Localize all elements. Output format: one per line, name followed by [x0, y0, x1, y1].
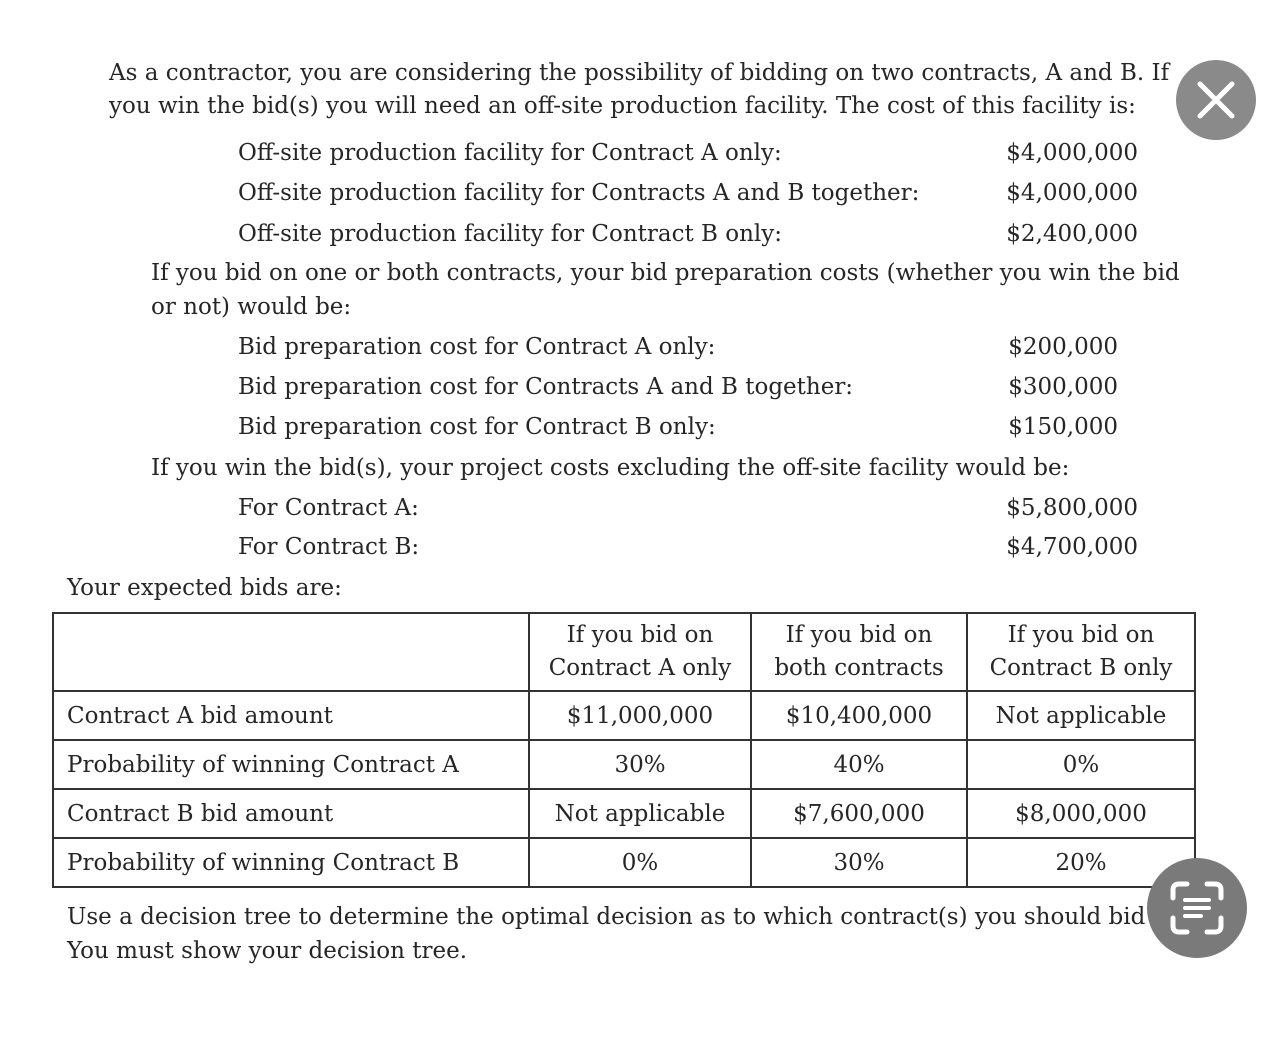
- facility-label-a: Off-site production facility for Contract A only:: [238, 140, 782, 166]
- table-header-empty: [53, 613, 529, 691]
- instruction-line-2: You must show your decision tree.: [67, 938, 468, 964]
- header-line: Contract A only: [548, 655, 732, 681]
- project-costs-intro: If you win the bid(s), your project costs excluding the off-site facility would be:: [151, 455, 1070, 481]
- facility-label-ab: Off-site production facility for Contracts A and B together:: [238, 180, 920, 206]
- text-scan-icon: [1169, 880, 1225, 936]
- table-cell: $8,000,000: [967, 789, 1195, 838]
- header-line: Contract B only: [989, 655, 1173, 681]
- table-cell: $11,000,000: [529, 691, 751, 740]
- row-label: Probability of winning Contract B: [53, 838, 529, 887]
- table-cell: 0%: [967, 740, 1195, 789]
- table-row: [53, 789, 1195, 838]
- table-cell: Not applicable: [967, 691, 1195, 740]
- row-label: Contract A bid amount: [53, 691, 529, 740]
- row-label: Contract B bid amount: [53, 789, 529, 838]
- table-cell: 0%: [529, 838, 751, 887]
- expected-bids-table: [52, 612, 1196, 888]
- project-label-a: For Contract A:: [238, 495, 419, 521]
- table-header-a-only: [529, 613, 751, 691]
- bid-prep-label-b: Bid preparation cost for Contract B only:: [238, 414, 716, 440]
- table-header-row: [53, 613, 1195, 691]
- facility-amount-a: $4,000,000: [1006, 140, 1138, 166]
- bid-prep-intro-line-2: or not) would be:: [151, 294, 352, 320]
- close-button[interactable]: [1176, 60, 1256, 140]
- bid-prep-amount-b: $150,000: [1008, 414, 1118, 440]
- table-cell: Not applicable: [529, 789, 751, 838]
- row-label: Probability of winning Contract A: [53, 740, 529, 789]
- table-cell: 40%: [751, 740, 967, 789]
- instruction-line-1: Use a decision tree to determine the optimal decision as to which contract(s) you should bid: [67, 904, 1146, 930]
- bid-prep-label-a: Bid preparation cost for Contract A only:: [238, 334, 716, 360]
- close-icon: [1196, 80, 1236, 120]
- table-header-b-only: [967, 613, 1195, 691]
- text-scan-button[interactable]: [1147, 858, 1247, 958]
- table-cell: $10,400,000: [751, 691, 967, 740]
- table-cell: 30%: [751, 838, 967, 887]
- bid-prep-amount-a: $200,000: [1008, 334, 1118, 360]
- header-line: If you bid on: [1007, 622, 1155, 648]
- facility-label-b: Off-site production facility for Contract B only:: [238, 221, 783, 247]
- intro-line-2: you win the bid(s) you will need an off-site production facility. The cost of this facility is:: [109, 93, 1136, 119]
- header-line: If you bid on: [785, 622, 933, 648]
- bid-prep-label-ab: Bid preparation cost for Contracts A and B together:: [238, 374, 854, 400]
- header-line: If you bid on: [566, 622, 714, 648]
- table-row: [53, 691, 1195, 740]
- project-amount-b: $4,700,000: [1006, 534, 1138, 560]
- table-cell: $7,600,000: [751, 789, 967, 838]
- intro-line-1: As a contractor, you are considering the possibility of bidding on two contracts, A and B. If: [109, 60, 1170, 86]
- facility-amount-b: $2,400,000: [1006, 221, 1138, 247]
- bid-prep-amount-ab: $300,000: [1008, 374, 1118, 400]
- table-cell: 20%: [967, 838, 1195, 887]
- bids-heading: Your expected bids are:: [67, 575, 342, 601]
- table-header-both: [751, 613, 967, 691]
- header-line: both contracts: [774, 655, 944, 681]
- project-amount-a: $5,800,000: [1006, 495, 1138, 521]
- table-cell: 30%: [529, 740, 751, 789]
- facility-amount-ab: $4,000,000: [1006, 180, 1138, 206]
- project-label-b: For Contract B:: [238, 534, 420, 560]
- table-row: [53, 838, 1195, 887]
- table-row: [53, 740, 1195, 789]
- bid-prep-intro-line-1: If you bid on one or both contracts, your bid preparation costs (whether you win the bid: [151, 260, 1180, 286]
